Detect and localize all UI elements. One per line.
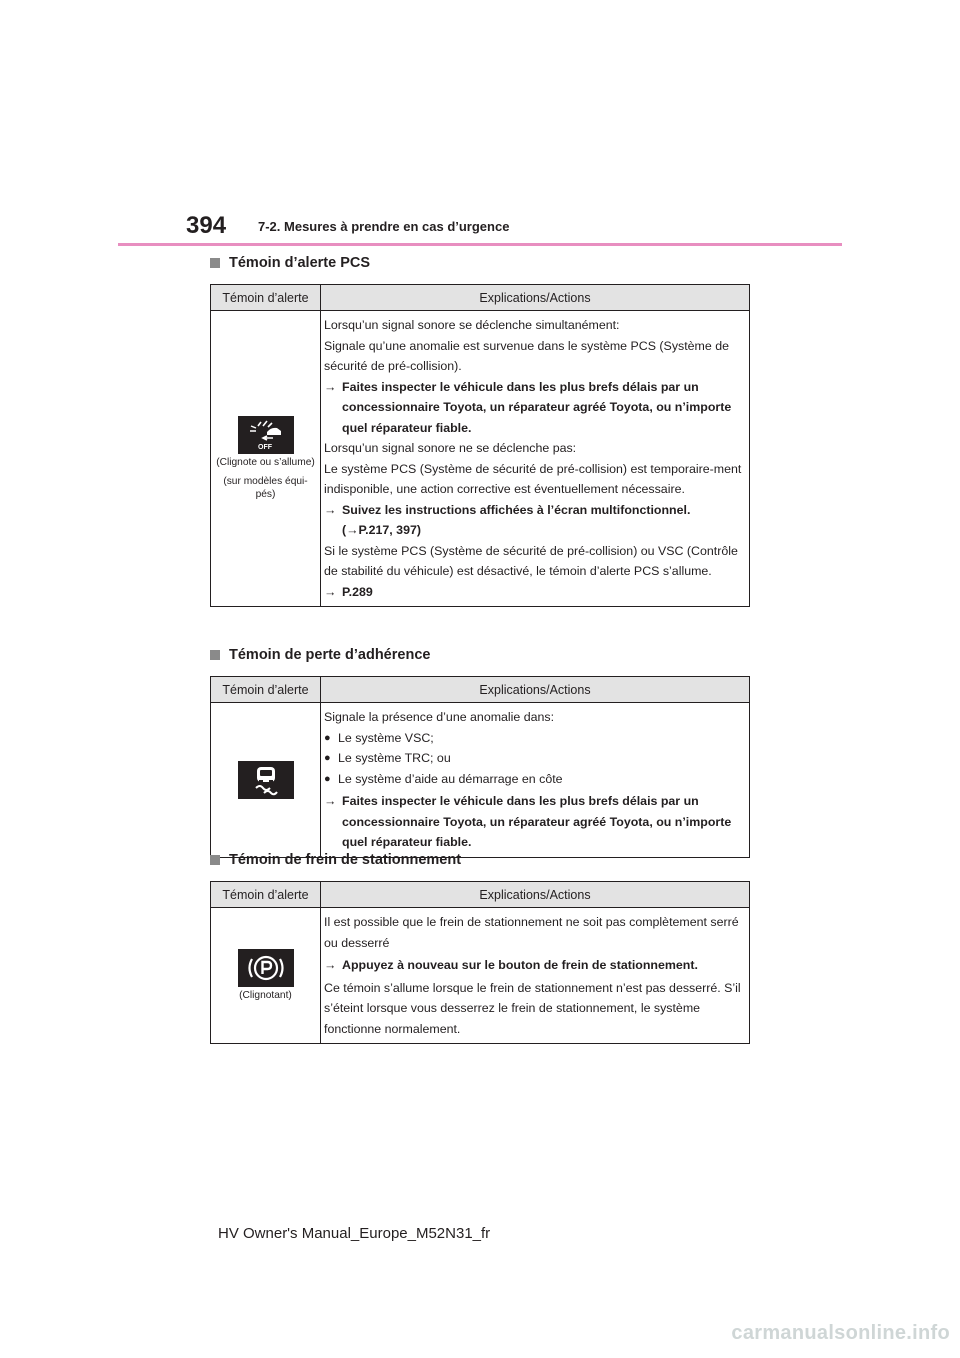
square-bullet-icon xyxy=(210,650,220,660)
section-slip-indicator xyxy=(210,644,750,858)
arrow-icon: → xyxy=(324,379,337,394)
section-parking-brake xyxy=(210,849,750,1044)
action-line: → Faites inspecter le véhicule dans les plus brefs délais par un concessionnaire Toyota, un réparateur agréé Toyota, ou n’importe quel réparateur fiable. xyxy=(324,377,745,439)
footer-document-id: HV Owner's Manual_Europe_M52N31_fr xyxy=(218,1225,491,1242)
list-item: ● Le système TRC; ou xyxy=(324,748,745,769)
header-divider xyxy=(118,243,842,246)
paragraph: Le système PCS (Système de sécurité de pré-collision) est temporaire-ment indisponible, une action corrective est éventuellement nécessaire. xyxy=(324,461,742,496)
parking-brake-icon xyxy=(238,949,294,987)
list-item: ● Le système VSC; xyxy=(324,728,745,749)
column-header: Témoin d’alerte xyxy=(211,677,321,703)
pcs-off-warning-icon xyxy=(238,416,294,454)
section-title: Témoin d’alerte PCS xyxy=(210,252,750,274)
warning-table xyxy=(210,676,750,858)
icon-cell xyxy=(211,908,321,1044)
bullet-icon: ● xyxy=(324,772,331,785)
chapter-title: 7-2. Mesures à prendre en cas d’urgence xyxy=(258,219,510,234)
paragraph: Si le système PCS (Système de sécurité de pré-collision) ou VSC (Contrôle de stabilité du véhicule) est désactivé, le témoin d’alerte PCS s’allume. xyxy=(324,543,738,578)
explanation-cell xyxy=(321,908,750,1044)
list-item: ● Le système d’aide au démarrage en côte xyxy=(324,769,745,790)
column-header: Témoin d’alerte xyxy=(211,882,321,908)
paragraph: Lorsqu’un signal sonore ne se déclenche pas: xyxy=(324,441,577,455)
column-header: Explications/Actions xyxy=(321,882,750,908)
action-line: → Suivez les instructions affichées à l’écran multifonctionnel. (→P.217, 397) xyxy=(324,500,745,541)
bullet-icon: ● xyxy=(324,752,331,764)
action-line xyxy=(324,582,745,603)
arrow-icon: → xyxy=(324,502,337,517)
warning-table xyxy=(210,881,750,1044)
slip-indicator-icon xyxy=(238,761,294,799)
icon-caption: (Clignote ou s’allume) xyxy=(216,457,315,468)
watermark: carmanualsonline.info xyxy=(731,1322,950,1344)
section-title: Témoin de frein de stationnement xyxy=(210,849,750,871)
paragraph: Signale qu’une anomalie est survenue dans le système PCS (Système de sécurité de pré-collision). xyxy=(324,338,729,373)
svg-text:OFF: OFF xyxy=(257,444,272,451)
section-pcs-warning xyxy=(210,252,750,607)
column-header: Témoin d’alerte xyxy=(211,285,321,311)
bullet-icon: ● xyxy=(324,731,331,744)
column-header: Explications/Actions xyxy=(321,285,750,311)
icon-caption: (Clignotant) xyxy=(239,990,292,1001)
icon-note: (sur modèles équi-pés) xyxy=(223,476,308,500)
arrow-icon: → xyxy=(324,958,337,972)
square-bullet-icon xyxy=(210,855,220,865)
square-bullet-icon xyxy=(210,258,220,268)
paragraph: Ce témoin s’allume lorsque le frein de stationnement n’est pas desserré. S’il s’éteint lorsque vous desserrez le frein de stationnement, le système fonctionne normalement. xyxy=(324,980,741,1036)
explanation-cell xyxy=(321,311,750,607)
paragraph: Il est possible que le frein de stationnement ne soit pas complètement serré ou desserré xyxy=(324,915,739,950)
warning-table xyxy=(210,284,750,607)
paragraph: Lorsqu’un signal sonore se déclenche simultanément: xyxy=(324,318,620,332)
page-reference[interactable]: (→P.217, 397) xyxy=(342,523,421,537)
icon-cell xyxy=(211,703,321,858)
explanation-cell xyxy=(321,703,750,858)
action-line: → Appuyez à nouveau sur le bouton de frein de stationnement. xyxy=(324,955,745,976)
page-number: 394 xyxy=(186,212,227,239)
paragraph: Signale la présence d’une anomalie dans: xyxy=(324,710,555,724)
section-title: Témoin de perte d’adhérence xyxy=(210,644,750,666)
icon-cell xyxy=(211,311,321,607)
arrow-icon: → xyxy=(324,584,337,599)
page-reference[interactable]: P.289 xyxy=(342,584,373,599)
column-header: Explications/Actions xyxy=(321,677,750,703)
arrow-icon: → xyxy=(324,794,337,808)
action-line: → Faites inspecter le véhicule dans les plus brefs délais par un concessionnaire Toyota, un réparateur agréé Toyota, ou n’importe quel réparateur fiable. xyxy=(324,791,745,853)
